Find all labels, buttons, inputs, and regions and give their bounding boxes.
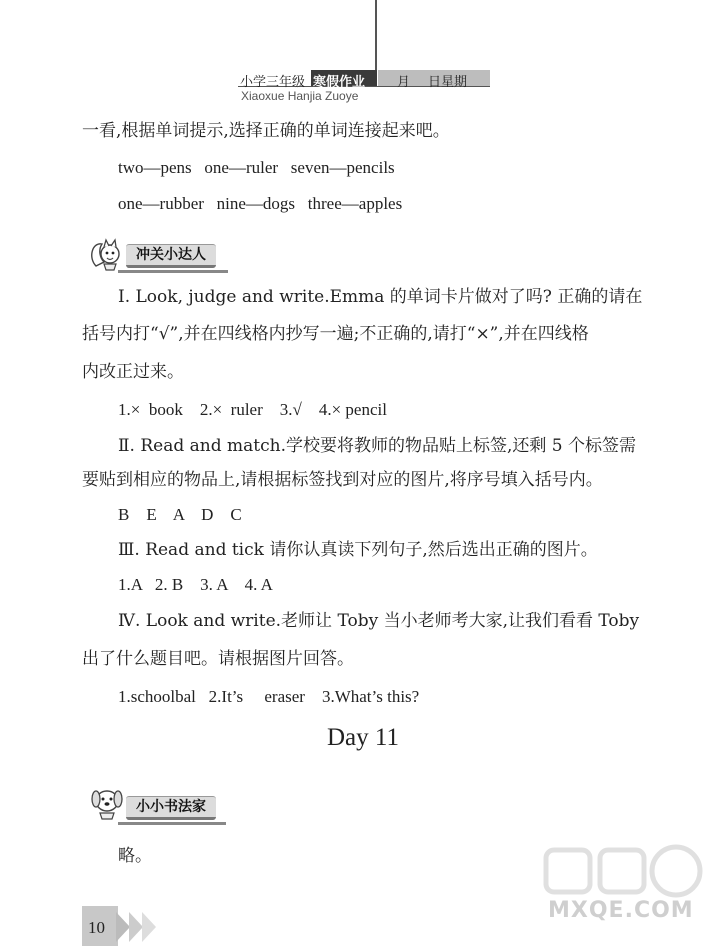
badge-underline bbox=[118, 270, 228, 273]
q4-text-line-1: Ⅳ. Look and write.老师让 Toby 当小老师考大家,让我们看看 Toby bbox=[118, 611, 640, 631]
q1-text-line-1: Ⅰ. Look, judge and write.Emma 的单词卡片做对了吗? 正确的请在 bbox=[118, 287, 643, 307]
intro-instruction: 一看,根据单词提示,选择正确的单词连接起来吧。 bbox=[82, 121, 450, 141]
header-day-week-label: 日星期 bbox=[428, 75, 468, 90]
header-month-label: 月 bbox=[397, 75, 411, 90]
intro-answer-line-2: one—rubber nine—dogs three—apples bbox=[118, 194, 403, 213]
q1-answer: 1.× book 2.× ruler 3.√ 4.× pencil bbox=[118, 400, 387, 419]
puppy-mascot-icon bbox=[88, 783, 126, 821]
section2-answer: 略。 bbox=[118, 846, 152, 866]
section-badge-challenge: 冲关小达人 bbox=[126, 244, 216, 268]
header-title-homework: 寒假作业 bbox=[313, 75, 366, 90]
q4-text-line-2: 出了什么题目吧。请根据图片回答。 bbox=[82, 649, 354, 669]
badge-underline-2 bbox=[118, 822, 226, 825]
q2-answer: B E A D C bbox=[118, 505, 242, 524]
day-title: Day 11 bbox=[327, 724, 399, 751]
watermark-text: MXQE.COM bbox=[548, 898, 694, 923]
page-number: 10 bbox=[88, 918, 105, 937]
q4-answer: 1.schoolbal 2.It’s eraser 3.What’s this? bbox=[118, 687, 420, 706]
page-arrows-icon bbox=[116, 912, 158, 942]
q3-text-line-1: Ⅲ. Read and tick 请你认真读下列句子,然后选出正确的图片。 bbox=[118, 540, 598, 560]
section-badge-calligraphy: 小小书法家 bbox=[126, 796, 216, 820]
q1-text-line-3: 内改正过来。 bbox=[82, 362, 184, 382]
q1-text-line-2: 括号内打“√”,并在四线格内抄写一遍;不正确的,请打“×”,并在四线格 bbox=[82, 324, 589, 344]
q2-text-line-1: Ⅱ. Read and match.学校要将教师的物品贴上标签,还剩 5 个标签需 bbox=[118, 436, 637, 456]
squirrel-mascot-icon bbox=[88, 236, 124, 272]
header-title-grade: 小学三年级 bbox=[240, 75, 306, 90]
q3-answer: 1.A 2. B 3. A 4. A bbox=[118, 575, 273, 594]
intro-answer-line-1: two—pens one—ruler seven—pencils bbox=[118, 158, 395, 177]
q2-text-line-2: 要贴到相应的物品上,请根据标签找到对应的图片,将序号填入括号内。 bbox=[82, 470, 603, 490]
header-pinyin: Xiaoxue Hanjia Zuoye bbox=[241, 89, 359, 103]
